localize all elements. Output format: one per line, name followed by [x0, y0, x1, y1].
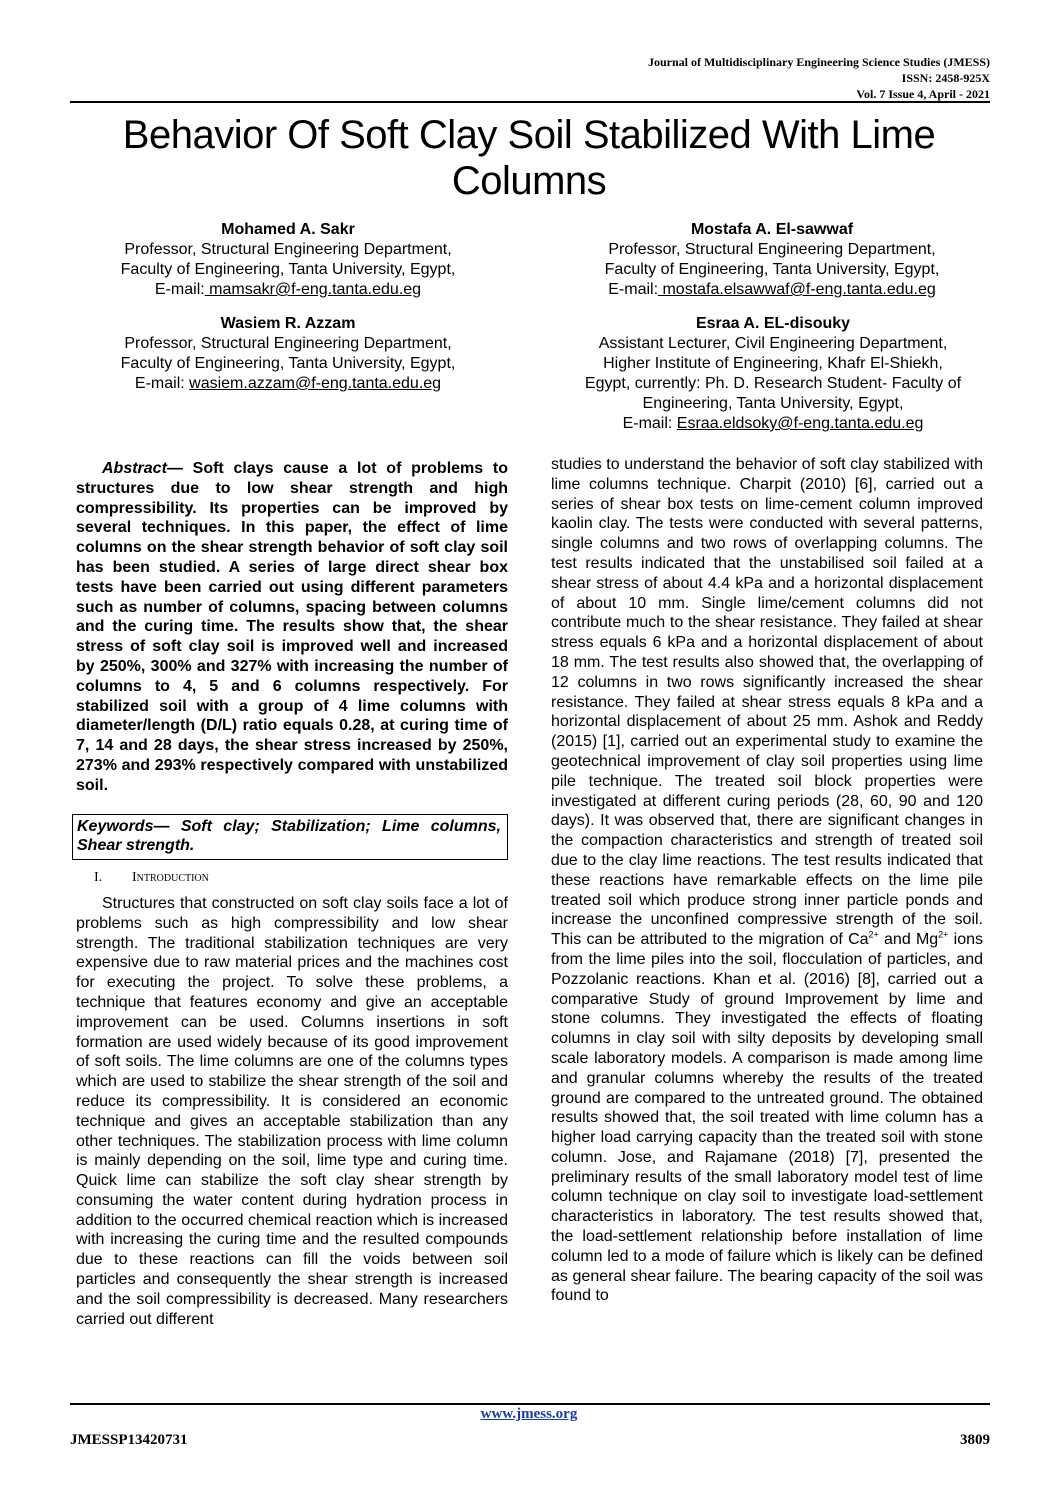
intro-continuation: [551, 455, 983, 1306]
section-number: I.: [94, 870, 103, 886]
author-name: Esraa A. EL-disouky: [695, 315, 851, 332]
email-link[interactable]: mostafa.elsawwaf@f-eng.tanta.edu.eg: [658, 281, 936, 298]
author-name: Mostafa A. El-sawwaf: [690, 221, 854, 238]
author-name: Mohamed A. Sakr: [221, 221, 355, 238]
superscript: 2+: [938, 929, 949, 940]
text-segment: and Mg: [878, 931, 939, 949]
footer-url-link[interactable]: www.jmess.org: [480, 1406, 578, 1422]
superscript: 2+: [868, 929, 879, 940]
header-rule: [70, 101, 990, 103]
email-link[interactable]: mamsakr@f-eng.tanta.edu.eg: [204, 281, 422, 298]
text-segment: ions from the lime piles into the soil, flocculation of particles, and Pozzolanic reactions. Khan et al. (2016) [8], carried out a comparative Study of ground Improvement by lime and stone columns. They investigated the effects of floating columns in clay soil with silty deposits by developing small scale laboratory models. A comparison is made among lime and granular columns whereby the results of the treated ground are compared to the untreated ground. The obtained results showed that, the soil treated with lime column has a higher load carrying capacity than the treated soil with stone column. Jose, and Rajamane (2018) [7], presented the preliminary results of the small laboratory model test of lime column technique on clay soil to investigate load-settlement characteristics in laboratory. The test results showed that, the load-settlement relationship before installation of lime column led to a mode of failure which is likely can be defined as general shear failure. The bearing capacity of the soil was found to: [551, 931, 984, 1305]
author-block: [90, 220, 486, 300]
author-affiliation: Egypt, currently: Ph. D. Research Student- Faculty of: [584, 375, 962, 392]
author-email: [90, 374, 486, 394]
left-column: [76, 459, 508, 1329]
author-affiliation: Faculty of Engineering, Tanta University, Egypt,: [120, 261, 456, 278]
author-block: [574, 220, 970, 300]
text-segment: studies to understand the behavior of soft clay stabilized with lime columns technique. Charpit (2010) [6], carried out a series of shear box tests on lime-cement column improved kaolin clay. The tests were conducted with several patterns, single columns and two rows of overlapping columns. The test results indicated that the unstabilised soil failed at a shear stress of about 4.4 kPa and a horizontal displacement of about 10 mm. Single lime/cement columns did not contribute much to the shear resistance. They failed at shear stress equals 6 kPa and a horizontal displacement of about 18 mm. The test results also showed that, the overlapping of 12 columns in two rows significantly increased the shear resistance. They failed at shear stress equals 8 kPa and a horizontal displacement of about 25 mm. Ashok and Reddy (2015) [1], carried out an experimental study to examine the geotechnical improvement of clay soil properties using lime pile technique. The treated soil block properties were investigated at different curing periods (28, 60, 90 and 120 days). It was observed that, there are significant changes in the compaction characteristics and strength of treated soil due to the clay lime reactions. The test results indicated that these reactions have remarkable effects on the lime pile treated soil which produce strong inner particle ponds and increase the unconfined compressive strength of the soil. This can be attributed to the migration of Ca: [551, 456, 983, 949]
paper-title: Behavior Of Soft Clay Soil Stabilized With Lime Columns: [122, 113, 936, 203]
journal-issn: ISSN: 2458-925X: [901, 71, 990, 85]
author-name: Wasiem R. Azzam: [220, 315, 356, 332]
keywords-box: Keywords— Soft clay; Stabilization; Lime columns, Shear strength.: [72, 814, 508, 861]
author-block: [90, 314, 486, 394]
abstract-lead: Abstract—: [102, 460, 183, 477]
email-label: E-mail:: [134, 375, 185, 392]
abstract-text: Soft clays cause a lot of problems to structures due to low shear strength and high compressibility. Its properties can be improved by several techniques. In this paper, the effect of lime columns on the shear strength behavior of soft clay soil has been studied. A series of large direct shear box tests have been carried out using different parameters such as number of columns, spacing between columns and the curing time. The results show that, the shear stress of soft clay soil is improved well and increased by 250%, 300% and 327% with increasing the number of columns to 4, 5 and 6 columns respectively. For stabilized soil with a group of 4 lime columns with diameter/length (D/L) ratio equals 0.28, at curing time of 7, 14 and 28 days, the shear stress increased by 250%, 273% and 293% respectively compared with unstabilized soil.: [76, 460, 508, 794]
page-number: 3809: [960, 1432, 990, 1448]
author-email: [574, 280, 970, 300]
author-affiliation: Professor, Structural Engineering Department,: [124, 241, 452, 258]
author-affiliation: Higher Institute of Engineering, Khafr El-Shiekh,: [603, 355, 943, 372]
email-label: E-mail:: [622, 415, 673, 432]
author-affiliation: Professor, Structural Engineering Department,: [124, 335, 452, 352]
author-affiliation: Faculty of Engineering, Tanta University, Egypt,: [120, 355, 456, 372]
journal-name: Journal of Multidisciplinary Engineering Science Studies (JMESS): [647, 55, 990, 69]
author-block: [556, 314, 990, 434]
paper-id: JMESSP13420731: [70, 1432, 188, 1448]
footer-rule: [70, 1403, 990, 1405]
author-email: [90, 280, 486, 300]
author-affiliation: Engineering, Tanta University, Egypt,: [642, 395, 904, 412]
author-affiliation: Faculty of Engineering, Tanta University, Egypt,: [604, 261, 940, 278]
author-affiliation: Assistant Lecturer, Civil Engineering Department,: [598, 335, 948, 352]
journal-volume: Vol. 7 Issue 4, April - 2021: [856, 87, 990, 101]
journal-header: [390, 54, 990, 102]
author-affiliation: Professor, Structural Engineering Department,: [608, 241, 936, 258]
email-label: E-mail:: [608, 281, 659, 298]
section-title: Introduction: [132, 870, 209, 886]
intro-paragraph: Structures that constructed on soft clay soils face a lot of problems such as high compressibility and low shear strength. The traditional stabilization techniques are very expensive due to raw material prices and the machines cost for executing the project. To solve these problems, a technique that features economy and give an acceptable improvement can be used. Columns insertions in soft formation are used widely because of its good improvement of soft soils. The lime columns are one of the columns types which are used to stabilize the shear strength of the soil and reduce its compressibility. It is considered an economic technique and gives an acceptable stabilization than any other techniques. The stabilization process with lime column is mainly depending on the soil, lime type and curing time. Quick lime can stabilize the soft clay shear strength by consuming the water content during hydration process in addition to the occurred chemical reaction which is increased with increasing the curing time and the resulted compounds due to these reactions can fill the voids between soil particles and consequently the shear strength is increased and the soil compressibility is decreased. Many researchers carried out different: [76, 894, 508, 1328]
author-email: [556, 414, 990, 434]
abstract: [76, 459, 508, 796]
email-link[interactable]: Esraa.eldsoky@f-eng.tanta.edu.eg: [676, 415, 924, 432]
email-label: E-mail:: [154, 281, 205, 298]
section-heading: [94, 868, 508, 888]
right-column: [551, 455, 983, 1306]
email-link[interactable]: wasiem.azzam@f-eng.tanta.edu.eg: [189, 375, 442, 392]
